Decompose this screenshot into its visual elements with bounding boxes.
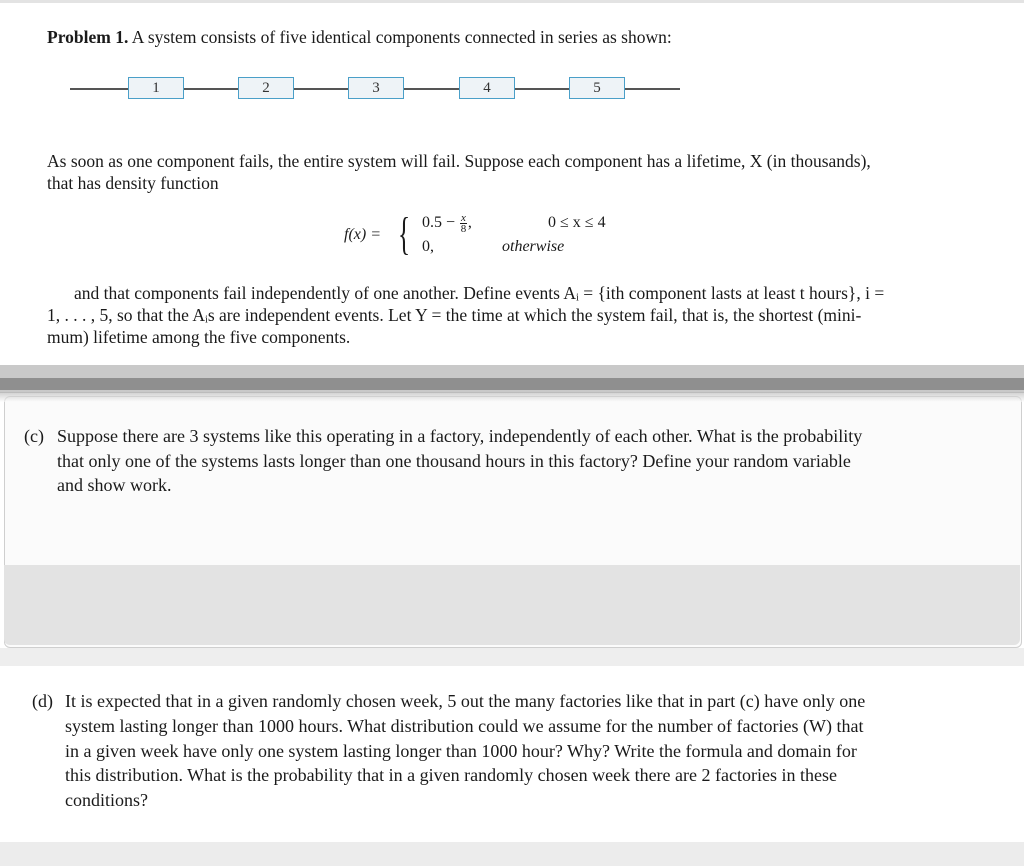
part-c-label: (c) xyxy=(24,426,44,446)
description-line: As soon as one component fails, the entire system will fail. Suppose each component has a lifetime, X (in thousands), xyxy=(47,151,871,171)
component-5: 5 xyxy=(569,77,625,99)
formula-case1-comma: , xyxy=(467,214,472,231)
part-c-top-shadow xyxy=(0,392,1024,402)
part-d-line: It is expected that in a given randomly chosen week, 5 out the many factories like that in part (c) have only one xyxy=(65,691,866,711)
formula-case1-condition: 0 ≤ x ≤ 4 xyxy=(548,214,606,231)
formula-fraction xyxy=(460,213,467,234)
fraction-denominator: 8 xyxy=(460,222,467,235)
problem-intro: A system consists of five identical components connected in series as shown: xyxy=(131,27,672,47)
part-c-line: and show work. xyxy=(57,475,172,495)
part-d-line: system lasting longer than 1000 hours. What distribution could we assume for the number of factories (W) that xyxy=(65,715,864,736)
section-divider-shadow xyxy=(0,378,1024,390)
part-c-answer-area xyxy=(4,565,1020,645)
formula-case2-condition: otherwise xyxy=(502,238,565,255)
part-c-line: that only one of the systems lasts longer than one thousand hours in this factory? Define your random variable xyxy=(57,450,851,471)
part-d-line: this distribution. What is the probability that in a given randomly chosen week there are 2 factories in these xyxy=(65,765,837,786)
component-2: 2 xyxy=(238,77,294,99)
description-line: that has density function xyxy=(47,173,219,193)
top-divider xyxy=(0,0,1024,3)
bottom-divider xyxy=(0,842,1024,866)
part-d-line: in a given week have only one system lasting longer than 1000 hour? Why? Write the formula and domain for xyxy=(65,740,857,761)
definition-line: mum) lifetime among the five components. xyxy=(47,327,351,347)
definition-line: 1, . . . , 5, so that the Aᵢs are independent events. Let Y = the time at which the system fail, that is, the shortest (mini- xyxy=(47,305,862,325)
definition-line: and that components fail independently of one another. Define events Aᵢ = {ith component lasts at least t hours}, i = xyxy=(74,283,885,303)
formula-case1-prefix: 0.5 − xyxy=(422,214,456,231)
formula-case2-value: 0, xyxy=(422,238,434,255)
description-paragraph xyxy=(47,150,997,194)
formula-brace: { xyxy=(398,208,411,259)
part-d-label: (d) xyxy=(32,691,53,711)
formula-case1-value xyxy=(422,212,472,234)
component-3: 3 xyxy=(348,77,404,99)
section-divider-2 xyxy=(0,648,1024,666)
definition-paragraph xyxy=(47,282,997,348)
fraction-numerator: x xyxy=(461,211,466,224)
part-c-line: Suppose there are 3 systems like this operating in a factory, independently of each other. What is the probability xyxy=(57,426,863,446)
part-d xyxy=(32,689,992,813)
part-c xyxy=(24,424,984,498)
component-4: 4 xyxy=(459,77,515,99)
part-d-line: conditions? xyxy=(65,790,148,811)
problem-statement xyxy=(47,26,672,48)
component-1: 1 xyxy=(128,77,184,99)
problem-label: Problem 1. xyxy=(47,27,129,47)
formula-lhs: f(x) = xyxy=(344,226,381,243)
